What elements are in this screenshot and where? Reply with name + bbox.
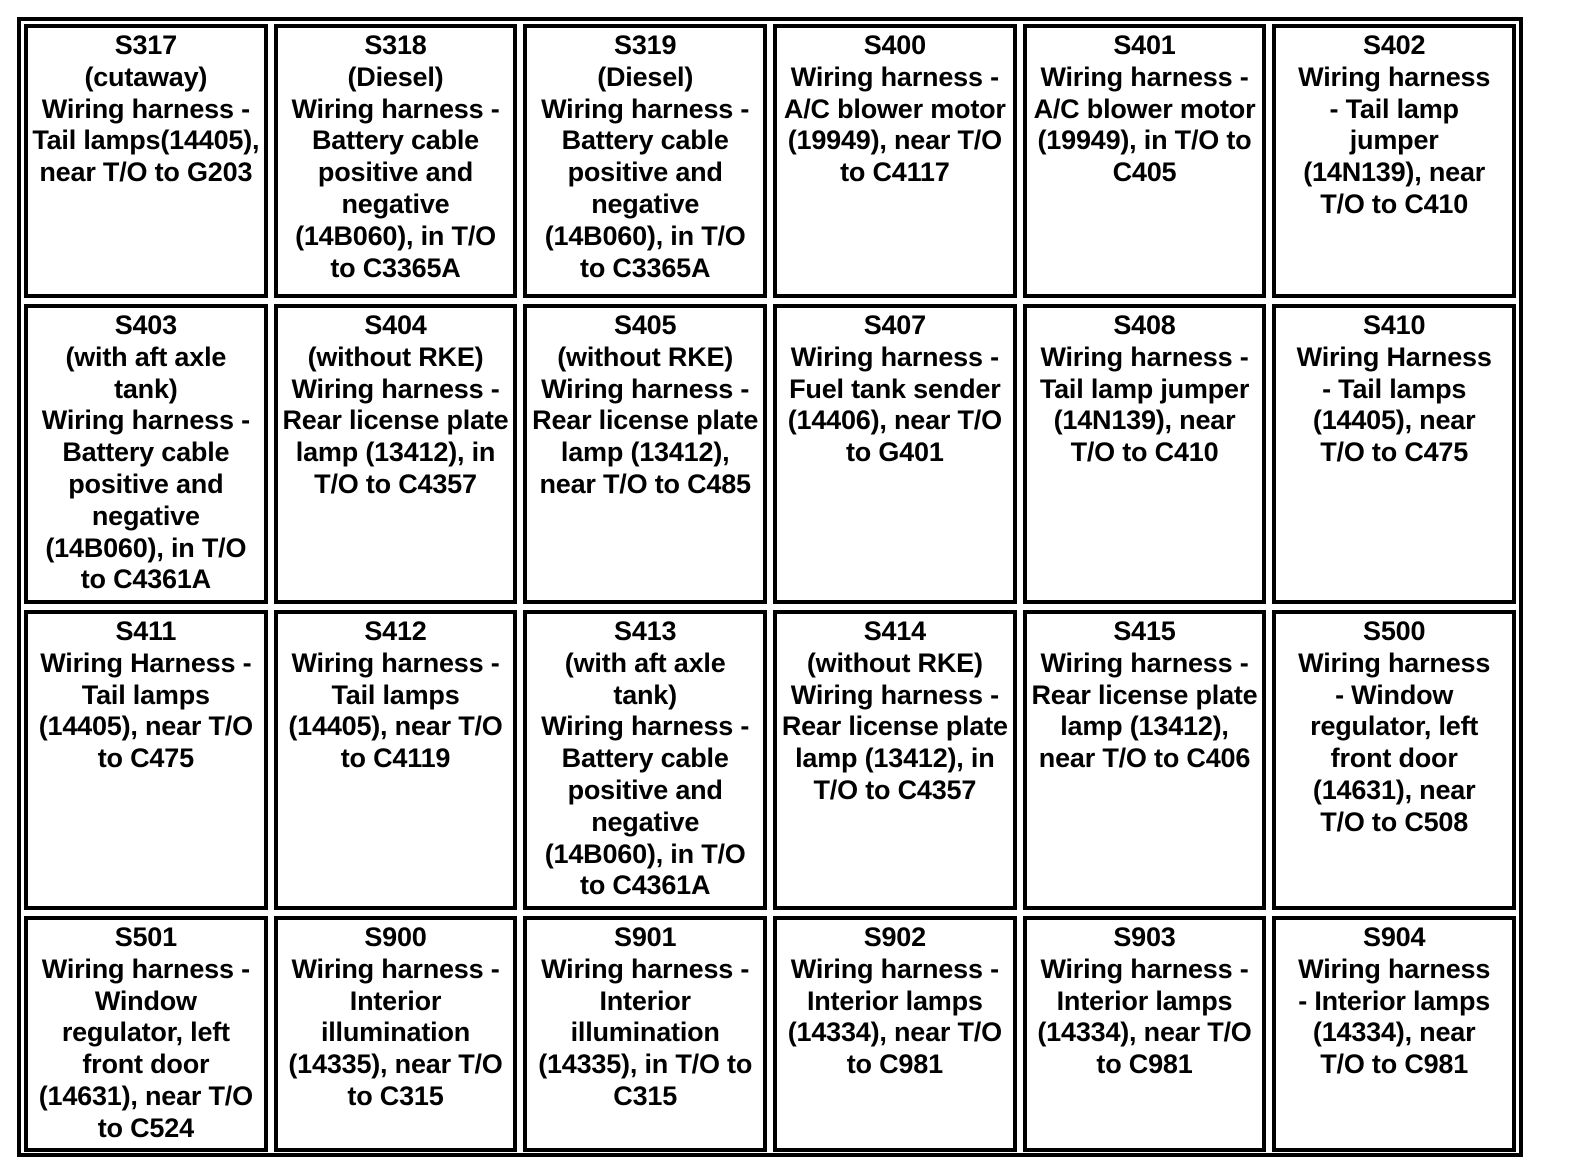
splice-cell: [24, 916, 268, 1152]
splice-description-line: (14B060), in T/O: [45, 532, 247, 563]
splice-description-line: Wiring harness -: [790, 61, 999, 92]
splice-description-line: Fuel tank sender: [789, 373, 1001, 404]
splice-description-line: front door: [1330, 743, 1458, 774]
splice-description-line: Wiring harness -: [1040, 341, 1249, 372]
splice-description-line: (19949), near T/O: [787, 125, 1002, 156]
splice-description-line: Wiring Harness: [1296, 341, 1492, 372]
splice-description-line: to C4119: [340, 743, 451, 774]
splice-description-line: positive and: [68, 468, 224, 499]
splice-description-line: (14334), near T/O: [1037, 1017, 1252, 1048]
splice-description-line: (without RKE): [557, 341, 734, 372]
splice-description-line: T/O to C410: [1320, 188, 1469, 219]
splice-description-line: - Tail lamp: [1329, 93, 1459, 124]
splice-description-line: (14N139), near: [1053, 405, 1236, 436]
splice-id: S901: [614, 922, 677, 952]
splice-description-line: negative: [341, 188, 450, 219]
splice-description-line: Wiring harness -: [291, 373, 500, 404]
splice-description-line: Tail lamp jumper: [1039, 373, 1250, 404]
splice-description-line: Wiring harness -: [1040, 647, 1249, 678]
splice-description-line: (14B060), in T/O: [295, 220, 496, 251]
splice-description-line: (14334), near: [1312, 1017, 1476, 1048]
splice-id: S407: [863, 310, 926, 340]
splice-id: S318: [364, 30, 427, 60]
splice-description-line: near T/O to C406: [1038, 743, 1251, 774]
splice-description-line: jumper: [1349, 125, 1439, 156]
splice-cell: [1272, 304, 1516, 604]
splice-description-line: near T/O to C485: [539, 468, 751, 499]
splice-id: S408: [1113, 310, 1176, 340]
splice-description-line: Rear license plate: [1031, 679, 1258, 710]
splice-description-line: to C981: [1096, 1049, 1193, 1080]
splice-id: S500: [1363, 616, 1426, 646]
splice-description-line: (14405), near T/O: [38, 711, 253, 742]
splice-description-line: to C3365A: [330, 252, 461, 283]
splice-cell: [274, 916, 518, 1152]
splice-id: S410: [1363, 310, 1426, 340]
splice-id: S903: [1113, 922, 1176, 952]
splice-description-line: lamp (13412),: [1060, 711, 1229, 742]
splice-description-line: Interior: [349, 985, 442, 1016]
splice-cell: [773, 24, 1017, 298]
splice-description-line: to C981: [846, 1049, 943, 1080]
splice-description-line: to C4117: [840, 157, 950, 188]
splice-id: S402: [1363, 30, 1426, 60]
splice-cell: [523, 610, 767, 910]
splice-description-line: positive and: [567, 157, 723, 188]
splice-cell: [1272, 610, 1516, 910]
splice-description-line: Wiring harness -: [790, 679, 999, 710]
splice-cell: [24, 304, 268, 604]
splice-cell: [773, 610, 1017, 910]
splice-cell: [773, 916, 1017, 1152]
splice-description-line: Window: [94, 985, 197, 1016]
splice-description-line: T/O to C981: [1320, 1049, 1469, 1080]
splice-description-line: to C4361A: [80, 564, 211, 595]
splice-description-line: Wiring harness -: [1040, 61, 1249, 92]
splice-id: S413: [614, 616, 677, 646]
splice-description-line: (Diesel): [347, 61, 444, 92]
splice-description-line: (14335), in T/O to: [538, 1049, 753, 1080]
splice-description-line: Wiring harness -: [790, 953, 999, 984]
splice-description-line: tank): [613, 679, 677, 710]
splice-description-line: (with aft axle: [65, 341, 227, 372]
splice-description-line: Wiring harness -: [541, 93, 750, 124]
splice-description-line: tank): [114, 373, 178, 404]
splice-table: [17, 17, 1523, 1157]
splice-description-line: illumination: [320, 1017, 471, 1048]
splice-description-line: (without RKE): [307, 341, 484, 372]
splice-id: S902: [863, 922, 926, 952]
splice-cell: [274, 304, 518, 604]
splice-description-line: near T/O to G203: [39, 157, 253, 188]
splice-id: S904: [1363, 922, 1426, 952]
splice-id: S411: [115, 616, 177, 646]
splice-description-line: to C3365A: [580, 252, 711, 283]
splice-description-line: Wiring harness -: [291, 647, 500, 678]
splice-id: S412: [364, 616, 427, 646]
splice-description-line: (Diesel): [597, 61, 694, 92]
splice-description-line: - Interior lamps: [1298, 985, 1491, 1016]
splice-description-line: lamp (13412),: [560, 437, 730, 468]
splice-description-line: (without RKE): [806, 647, 983, 678]
splice-description-line: Wiring harness -: [1040, 953, 1249, 984]
splice-description-line: (14631), near: [1312, 774, 1476, 805]
splice-description-line: Wiring Harness -: [40, 647, 252, 678]
splice-description-line: Wiring harness -: [41, 405, 250, 436]
splice-description-line: Battery cable: [62, 437, 230, 468]
splice-description-line: to C4361A: [580, 870, 711, 901]
splice-cell: [24, 24, 268, 298]
splice-description-line: C405: [1112, 157, 1177, 188]
splice-cell: [1023, 610, 1267, 910]
splice-description-line: negative: [591, 188, 700, 219]
splice-description-line: negative: [91, 500, 200, 531]
splice-description-line: positive and: [317, 157, 474, 188]
splice-description-line: Wiring harness -: [291, 93, 500, 124]
splice-description-line: Wiring harness: [1298, 953, 1491, 984]
splice-description-line: C315: [613, 1080, 678, 1111]
splice-description-line: Rear license plate: [532, 405, 759, 436]
splice-description-line: positive and: [567, 774, 723, 805]
splice-description-line: to C524: [97, 1112, 194, 1143]
splice-id: S900: [364, 922, 427, 952]
splice-description-line: Tail lamps(14405),: [32, 125, 260, 156]
splice-description-line: Wiring harness -: [790, 341, 999, 372]
splice-id: S415: [1113, 616, 1176, 646]
splice-description-line: T/O to C475: [1320, 437, 1469, 468]
splice-description-line: front door: [82, 1049, 210, 1080]
splice-description-line: Wiring harness: [1298, 647, 1491, 678]
splice-description-line: T/O to C4357: [314, 468, 477, 499]
splice-id: S319: [614, 30, 677, 60]
splice-description-line: T/O to C508: [1320, 806, 1469, 837]
splice-description-line: Wiring harness -: [41, 953, 250, 984]
splice-cell: [523, 24, 767, 298]
splice-description-line: (cutaway): [84, 61, 208, 92]
splice-cell: [274, 24, 518, 298]
splice-cell: [1272, 916, 1516, 1152]
splice-cell: [1023, 304, 1267, 604]
splice-id: S400: [863, 30, 926, 60]
splice-grid: [24, 24, 1516, 1150]
splice-description-line: (14334), near T/O: [787, 1017, 1002, 1048]
splice-description-line: Interior lamps: [1056, 985, 1233, 1016]
splice-description-line: to G401: [846, 437, 944, 468]
splice-description-line: Wiring harness -: [541, 373, 750, 404]
splice-id: S404: [364, 310, 427, 340]
splice-description-line: Wiring harness -: [291, 953, 500, 984]
splice-description-line: to C475: [97, 743, 194, 774]
splice-description-line: Battery cable: [561, 125, 729, 156]
splice-description-line: - Window: [1335, 679, 1454, 710]
splice-description-line: Tail lamps: [81, 679, 210, 710]
splice-cell: [1023, 916, 1267, 1152]
splice-cell: [274, 610, 518, 910]
splice-id: S501: [114, 922, 177, 952]
splice-description-line: A/C blower motor: [783, 93, 1006, 124]
splice-description-line: negative: [591, 806, 700, 837]
splice-description-line: Tail lamps: [331, 679, 460, 710]
splice-cell: [523, 304, 767, 604]
splice-description-line: (14406), near T/O: [787, 405, 1002, 436]
splice-description-line: Rear license plate: [282, 405, 509, 436]
splice-cell: [1272, 24, 1516, 298]
splice-cell: [523, 916, 767, 1152]
splice-description-line: Interior lamps: [806, 985, 983, 1016]
splice-cell: [773, 304, 1017, 604]
splice-description-line: Wiring harness: [1298, 61, 1491, 92]
splice-id: S403: [114, 310, 177, 340]
splice-description-line: (14B060), in T/O: [544, 220, 746, 251]
splice-description-line: Interior: [599, 985, 691, 1016]
splice-description-line: Wiring harness -: [541, 711, 750, 742]
splice-id: S317: [114, 30, 177, 60]
splice-description-line: Battery cable: [312, 125, 479, 156]
splice-description-line: Battery cable: [561, 743, 729, 774]
splice-description-line: Rear license plate: [781, 711, 1008, 742]
splice-id: S414: [863, 616, 926, 646]
splice-description-line: regulator, left: [1310, 711, 1479, 742]
splice-cell: [1023, 24, 1267, 298]
splice-id: S401: [1113, 30, 1176, 60]
splice-description-line: (14405), near: [1312, 405, 1476, 436]
splice-description-line: T/O to C4357: [813, 774, 977, 805]
splice-description-line: regulator, left: [61, 1017, 230, 1048]
splice-description-line: (14N139), near: [1303, 157, 1486, 188]
splice-id: S405: [614, 310, 677, 340]
splice-description-line: to C315: [347, 1080, 444, 1111]
splice-description-line: lamp (13412), in: [295, 437, 496, 468]
splice-cell: [24, 610, 268, 910]
splice-description-line: (with aft axle: [564, 647, 726, 678]
splice-description-line: T/O to C410: [1070, 437, 1219, 468]
splice-description-line: Wiring harness -: [41, 93, 250, 124]
splice-description-line: (14405), near T/O: [288, 711, 503, 742]
splice-description-line: A/C blower motor: [1033, 93, 1256, 124]
splice-description-line: (14335), near T/O: [288, 1049, 503, 1080]
splice-description-line: lamp (13412), in: [795, 743, 995, 774]
splice-description-line: illumination: [570, 1017, 720, 1048]
splice-description-line: Wiring harness -: [541, 953, 750, 984]
splice-description-line: (14B060), in T/O: [544, 838, 746, 869]
splice-description-line: (14631), near T/O: [38, 1080, 253, 1111]
splice-description-line: - Tail lamps: [1322, 373, 1467, 404]
splice-description-line: (19949), in T/O to: [1037, 125, 1252, 156]
